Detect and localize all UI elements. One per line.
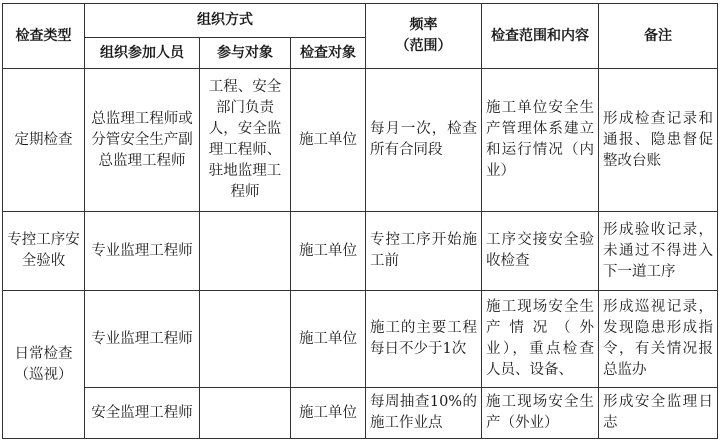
cell-scope: 施工现场安全生产情况（外业），重点检查人员、设备、 [482, 291, 599, 388]
cell-frequency: 每周抽查10%的施工作业点 [366, 388, 482, 439]
header-object: 检查对象 [291, 38, 366, 69]
cell-participants: 总监理工程师或分管安全生产副总监理工程师 [85, 69, 200, 212]
header-targets: 参与对象 [200, 38, 291, 69]
table-row [3, 291, 718, 388]
cell-remarks: 形成安全监理日志 [599, 388, 718, 439]
table-row [3, 212, 718, 291]
header-remarks: 备注 [599, 4, 718, 69]
header-org-method: 组织方式 [85, 4, 366, 38]
table-row [3, 388, 718, 439]
cell-targets [200, 291, 291, 388]
header-participants: 组织参加人员 [85, 38, 200, 69]
cell-targets [200, 212, 291, 291]
table-row [3, 69, 718, 212]
cell-participants: 专业监理工程师 [85, 212, 200, 291]
cell-object: 施工单位 [291, 291, 366, 388]
header-row-1 [3, 4, 718, 38]
header-scope: 检查范围和内容 [482, 4, 599, 69]
cell-scope: 施工现场安全生产（外业） [482, 388, 599, 439]
cell-remarks: 形成检查记录和通报、隐患督促整改台账 [599, 69, 718, 212]
cell-scope: 工序交接安全验收检查 [482, 212, 599, 291]
cell-type: 日常检查（巡视） [3, 291, 85, 439]
cell-remarks: 形成巡视记录，发现隐患形成指令，有关情况报总监办 [599, 291, 718, 388]
cell-type: 定期检查 [3, 69, 85, 212]
inspection-table [2, 3, 718, 439]
header-frequency: 频率 （范围） [366, 4, 482, 69]
cell-type: 专控工序安全验收 [3, 212, 85, 291]
cell-targets: 工程、安全部门负责人，安全监理工程师、驻地监理工程师 [200, 69, 291, 212]
cell-remarks: 形成验收记录，未通过不得进入下一道工序 [599, 212, 718, 291]
cell-object: 施工单位 [291, 388, 366, 439]
cell-participants: 专业监理工程师 [85, 291, 200, 388]
header-type: 检查类型 [3, 4, 85, 69]
cell-participants: 安全监理工程师 [85, 388, 200, 439]
cell-object: 施工单位 [291, 212, 366, 291]
cell-frequency: 施工的主要工程每日不少于1次 [366, 291, 482, 388]
cell-scope: 施工单位安全生产管理体系建立和运行情况（内业） [482, 69, 599, 212]
cell-frequency: 专控工序开始施工前 [366, 212, 482, 291]
cell-object: 施工单位 [291, 69, 366, 212]
cell-targets [200, 388, 291, 439]
cell-frequency: 每月一次，检查所有合同段 [366, 69, 482, 212]
